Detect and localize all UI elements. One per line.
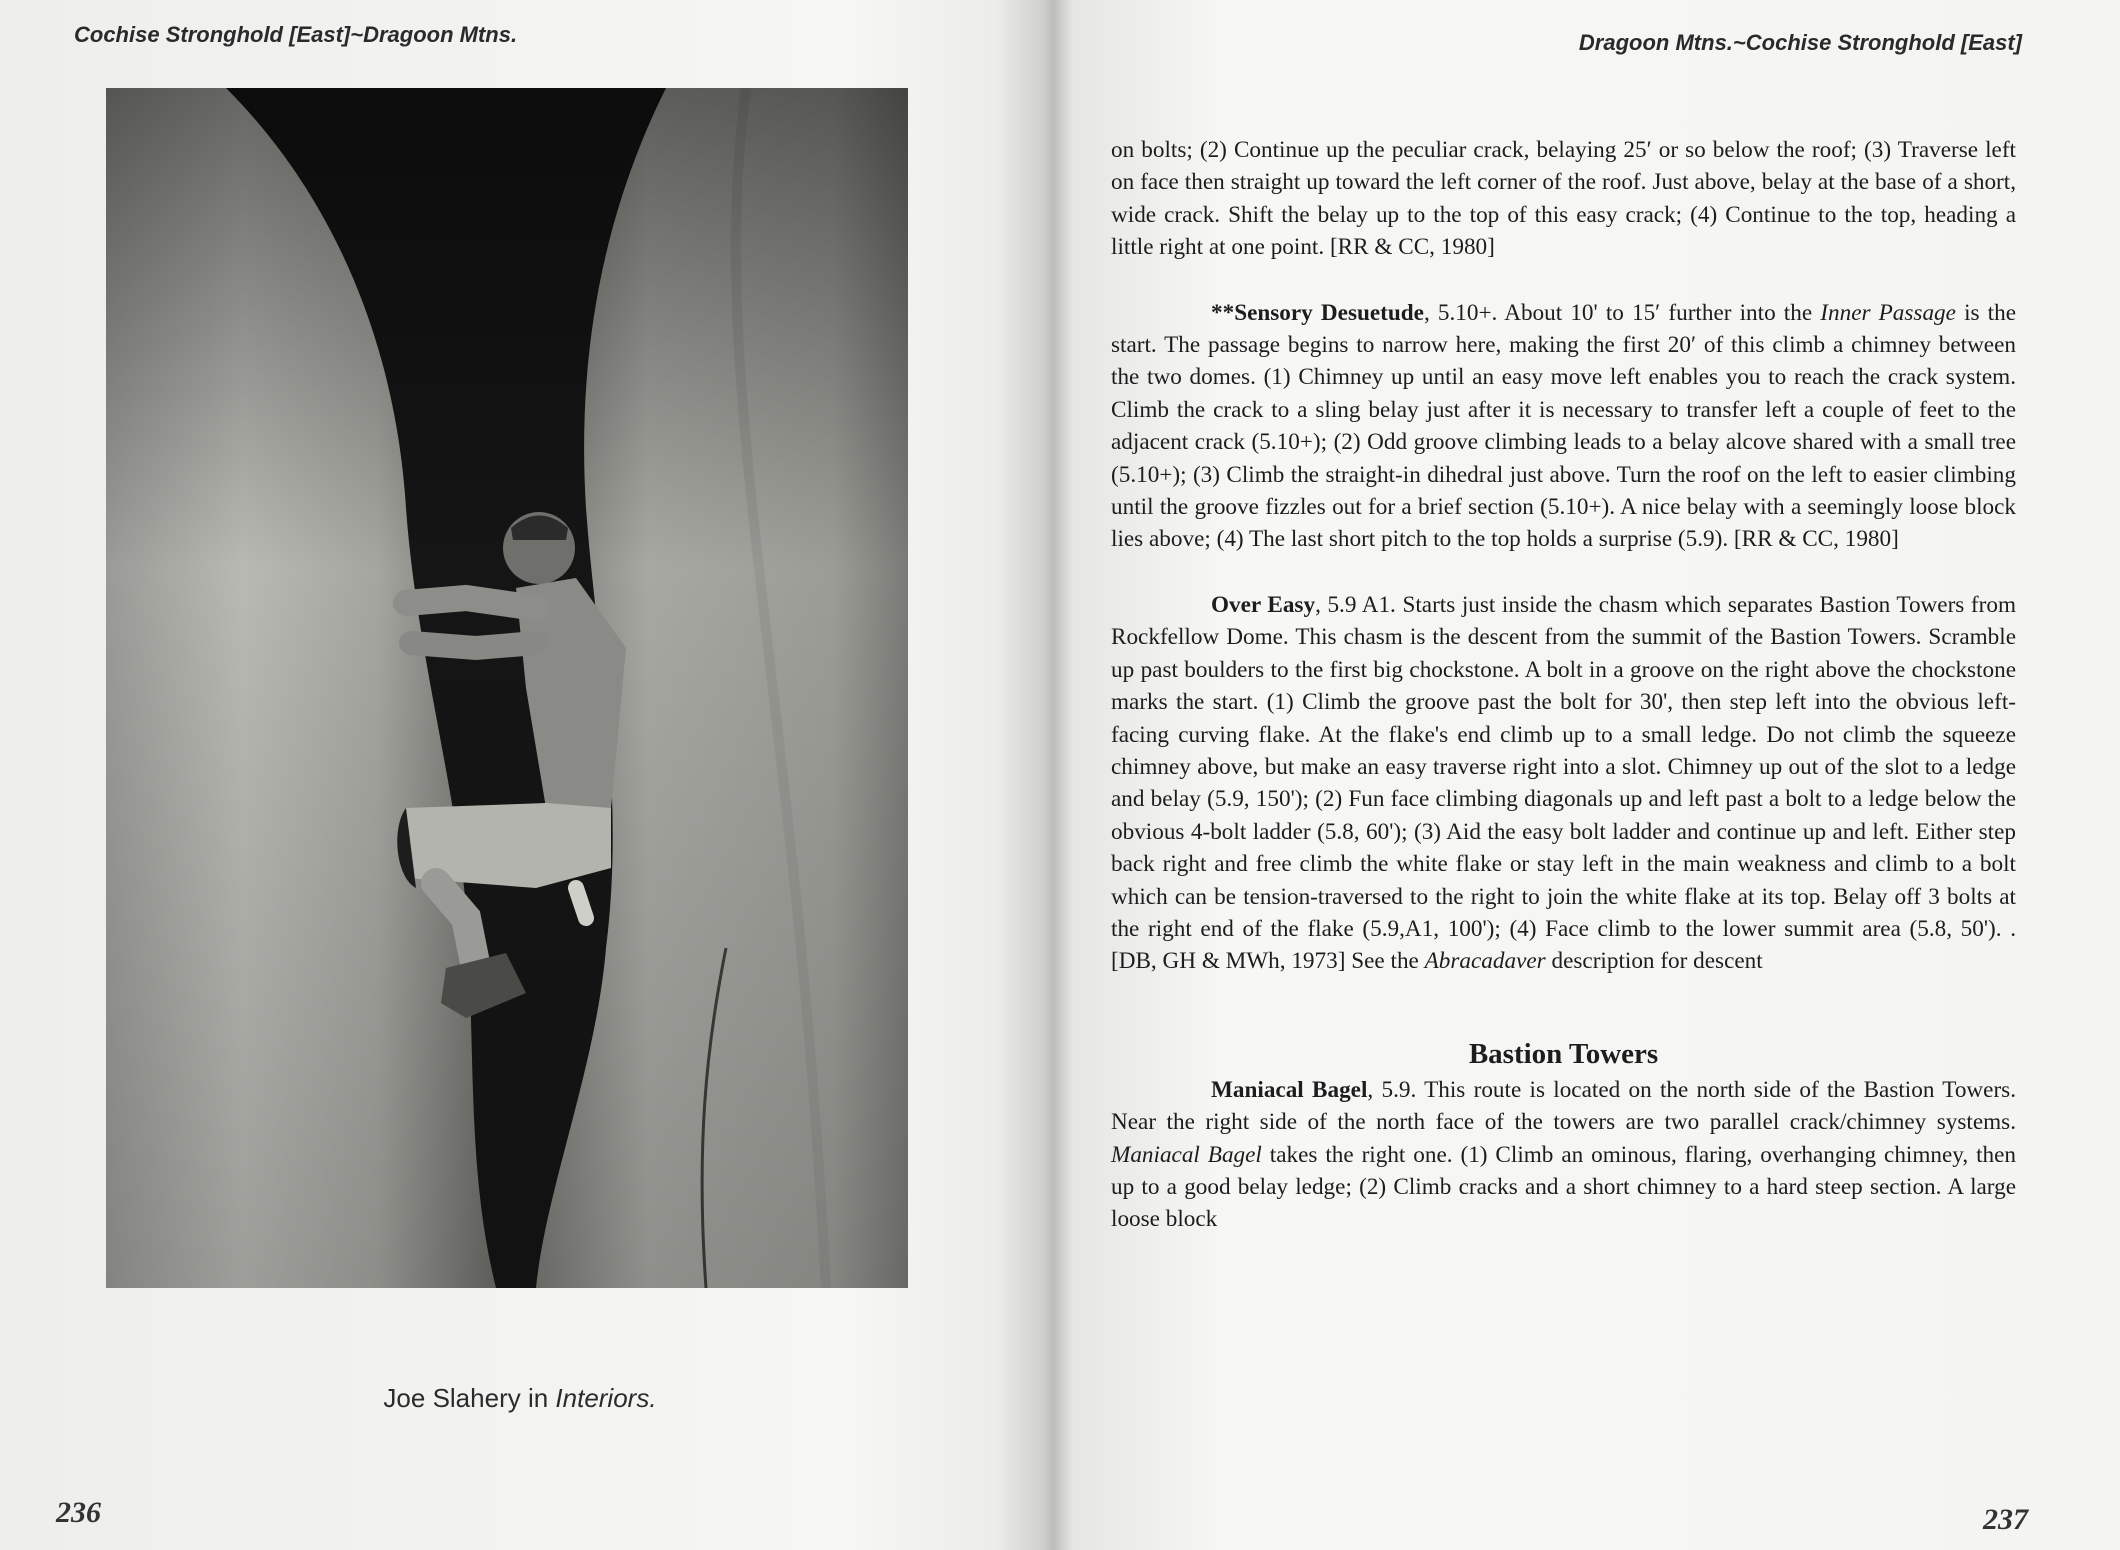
photo-caption <box>0 1383 1040 1414</box>
route-text: , 5.9 A1. Starts just inside the chasm which separates Bastion Towers from Rockfellow Dome. This chasm is the descent from the summit of the Bastion Towers. Scramble up past boulders to the first big chockstone. A bolt in a groove on the right above the chockstone marks the start. (1) Climb the groove past the bolt for 30', then step left into the obvious left-facing curving flake. At the flake's end climb up to a small ledge. Do not climb the squeeze chimney above, but make an easy traverse right into a slot. Chimney up out of the slot to a ledge and belay (5.9, 150'); (2) Fun face climbing diagonals up and left past a bolt to a ledge below the obvious 4-bolt ladder (5.8, 60'); (3) Aid the easy bolt ladder and continue up and left. Either step back right and free climb the white flake or stay left in the main weakness and climb to a bolt which can be tension-traversed to the right to join the white flake at its top. Belay off 3 bolts at the right end of the flake (5.9,A1, 100'); (4) Face climb to the lower summit area (5.8, 50'). . [DB, GH & MWh, 1973] See the <box>1111 591 2016 975</box>
photograph-climber-in-chimney-icon <box>106 88 908 1288</box>
route-text: , 5.9. This route is located on the north side of the Bastion Towers. Near the right side of the north face of the towers are two parallel crack/chimney systems. <box>1111 1076 2016 1136</box>
left-page <box>0 0 1040 1550</box>
route-emphasis: Inner Passage <box>1820 299 1956 326</box>
route-descriptions <box>1111 134 2016 1236</box>
route-sensory-desuetude <box>1111 297 2016 556</box>
section-heading: Bastion Towers <box>1468 1037 1659 1070</box>
route-name: Over Easy <box>1211 591 1316 618</box>
route-name: **Sensory Desuetude <box>1211 299 1424 326</box>
right-page-number: 237 <box>1983 1503 2028 1536</box>
caption-route-title: Interiors. <box>555 1383 657 1413</box>
route-emphasis: Maniacal Bagel <box>1111 1141 1262 1168</box>
route-emphasis: Abracadaver <box>1424 948 1546 975</box>
caption-text: Joe Slahery in <box>383 1383 556 1413</box>
route-text: takes the right one. (1) Climb an ominous, flaring, overhanging chimney, then up to a good belay ledge; (2) Climb cracks and a short chimney to a hard steep section. A large loose block <box>1111 1141 2017 1233</box>
right-page <box>1040 0 2120 1550</box>
continued-paragraph: on bolts; (2) Continue up the peculiar crack, belaying 25′ or so below the roof; (3) Traverse left on face then straight up toward the left corner of the roof. Just above, belay at the base of a short, wide crack. Shift the belay up to the top of this easy crack; (4) Continue to the top, heading a little right at one point. [RR & CC, 1980] <box>1111 137 2016 261</box>
route-text: , 5.10+. About 10' to 15′ further into the <box>1423 299 1821 326</box>
route-text: is the start. The passage begins to narrow here, making the first 20′ of this climb a chimney between the two domes. (1) Chimney up until an easy move left enables you to reach the crack system. Climb the crack to a sling belay just after it is necessary to transfer left a couple of feet to the adjacent crack (5.10+); (2) Odd groove climbing leads to a belay alcove shared with a small tree (5.10+); (3) Climb the straight-in dihedral just above. Turn the roof on the left to easier climbing until the groove fizzles out for a brief section (5.10+). A nice belay with a seemingly loose block lies above; (4) The last short pitch to the top holds a surprise (5.9). [RR & CC, 1980] <box>1111 299 2017 553</box>
route-name: Maniacal Bagel <box>1211 1076 1368 1103</box>
climber-photo <box>106 88 908 1288</box>
route-text: description for descent <box>1545 948 1763 975</box>
route-maniacal-bagel <box>1111 1074 2016 1236</box>
right-running-head: Dragoon Mtns.~Cochise Stronghold [East] <box>1578 30 2022 55</box>
left-running-head: Cochise Stronghold [East]~Dragoon Mtns. <box>74 22 518 47</box>
left-page-number: 236 <box>56 1496 101 1529</box>
route-over-easy <box>1111 589 2016 978</box>
